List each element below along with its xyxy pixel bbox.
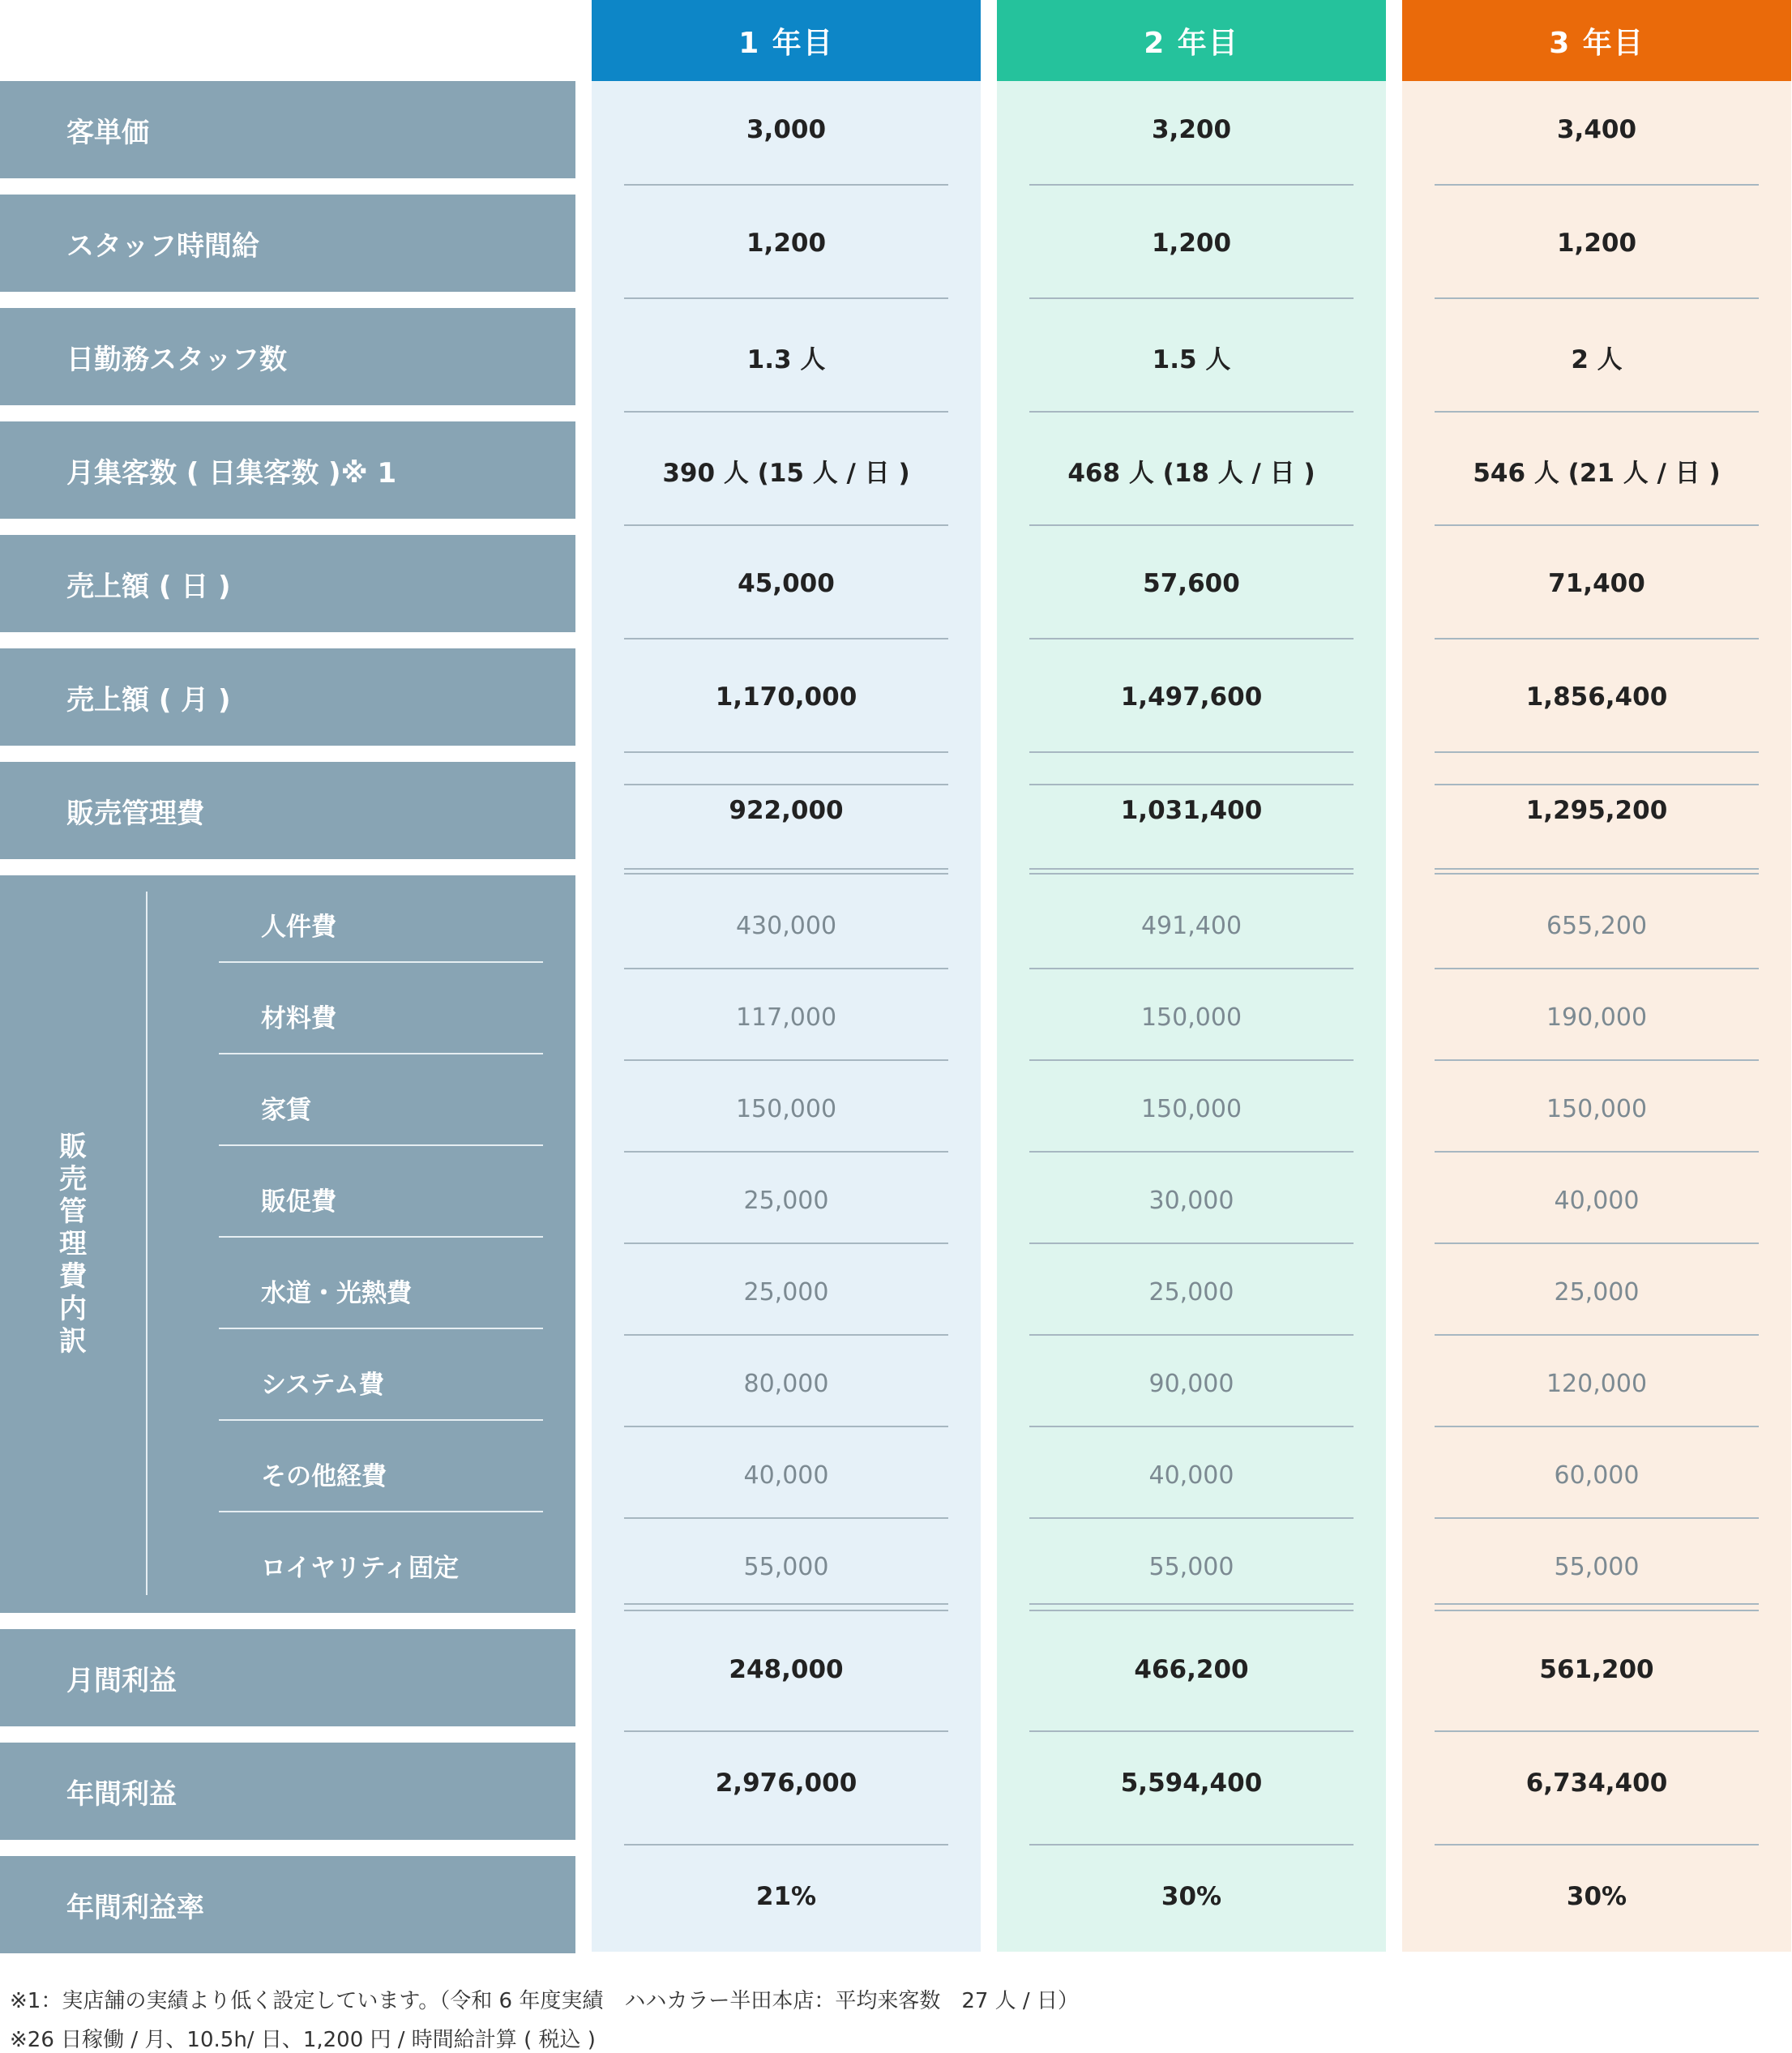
row-divider	[624, 873, 948, 875]
breakdown-group-label-char: 管	[59, 1195, 87, 1228]
row-divider	[1029, 1610, 1354, 1611]
row-divider	[1435, 411, 1759, 413]
value-cell: 21%	[755, 1882, 817, 1911]
value-cell: 57,600	[1143, 569, 1240, 598]
breakdown-item-divider	[219, 1144, 543, 1146]
row-divider	[624, 1610, 948, 1611]
breakdown-item-divider	[219, 1511, 543, 1512]
row-divider	[1029, 1242, 1354, 1244]
footnote: ※1：実店舗の実績より低く設定しています。（令和 6 年度実績 ハハカラー半田本店：平均来客数 27 人 / 日）	[10, 1989, 1079, 2013]
row-divider	[1435, 1603, 1759, 1605]
row-divider	[1435, 638, 1759, 639]
column-header: 2 年目	[997, 0, 1386, 81]
row-divider	[1029, 1844, 1354, 1846]
row-divider	[1435, 297, 1759, 299]
row-divider	[1029, 873, 1354, 875]
row-divider	[1029, 1730, 1354, 1732]
row-divider	[624, 1426, 948, 1427]
value-cell: 25,000	[743, 1186, 829, 1215]
row-divider	[1029, 297, 1354, 299]
value-cell: 55,000	[743, 1552, 829, 1581]
breakdown-item-divider	[219, 1236, 543, 1238]
row-divider	[1435, 1059, 1759, 1061]
row-divider	[624, 1334, 948, 1336]
row-label: 客単価	[0, 81, 575, 178]
breakdown-item-divider	[219, 1419, 543, 1421]
value-cell: 2 人	[1571, 344, 1623, 374]
value-cell: 1,856,400	[1525, 682, 1668, 712]
breakdown-group-label-char: 訳	[59, 1325, 87, 1358]
value-cell: 1,200	[746, 229, 827, 258]
value-cell: 2,976,000	[715, 1769, 858, 1798]
value-cell: 30%	[1566, 1882, 1627, 1911]
row-divider	[624, 1730, 948, 1732]
value-cell: 3,000	[746, 115, 827, 144]
breakdown-item-label: 水道・光熱費	[261, 1278, 412, 1308]
row-label: 月間利益	[0, 1629, 575, 1726]
row-divider	[1029, 411, 1354, 413]
row-divider	[624, 751, 948, 753]
row-divider	[1435, 784, 1759, 785]
value-cell: 30%	[1161, 1882, 1222, 1911]
value-cell: 1.5 人	[1152, 344, 1231, 374]
value-cell: 80,000	[743, 1369, 829, 1398]
breakdown-group-label-char: 売	[59, 1163, 87, 1195]
value-cell: 120,000	[1546, 1369, 1648, 1398]
value-cell: 45,000	[738, 569, 835, 598]
value-cell: 55,000	[1148, 1552, 1234, 1581]
row-divider	[624, 1059, 948, 1061]
value-cell: 40,000	[1554, 1186, 1640, 1215]
row-divider	[1435, 1517, 1759, 1519]
value-cell: 71,400	[1548, 569, 1645, 598]
row-divider	[624, 1844, 948, 1846]
value-cell: 190,000	[1546, 1003, 1648, 1032]
row-divider	[624, 524, 948, 526]
breakdown-item-label: 家賃	[261, 1095, 311, 1125]
column-header: 3 年目	[1402, 0, 1791, 81]
row-divider	[1029, 1426, 1354, 1427]
footnote: ※26 日稼働 / 月、10.5h/ 日、1,200 円 / 時間給計算 ( 税込 )	[10, 2028, 596, 2052]
value-cell: 466,200	[1134, 1655, 1249, 1684]
value-cell: 25,000	[1148, 1277, 1234, 1307]
breakdown-group-label	[49, 1131, 97, 1358]
breakdown-item-label: 材料費	[261, 1003, 336, 1033]
breakdown-item-label: 販促費	[261, 1187, 336, 1217]
row-label: 年間利益	[0, 1743, 575, 1840]
value-cell: 655,200	[1546, 911, 1648, 940]
row-divider	[624, 784, 948, 785]
row-divider	[1029, 868, 1354, 870]
value-cell: 150,000	[1140, 1094, 1242, 1123]
value-cell: 390 人 (15 人 / 日 )	[662, 458, 910, 488]
value-cell: 248,000	[729, 1655, 844, 1684]
row-divider	[1029, 1517, 1354, 1519]
value-cell: 60,000	[1554, 1461, 1640, 1490]
row-divider	[1435, 1426, 1759, 1427]
value-cell: 117,000	[735, 1003, 837, 1032]
value-cell: 561,200	[1539, 1655, 1654, 1684]
row-divider	[1435, 751, 1759, 753]
row-divider	[624, 1151, 948, 1153]
value-cell: 3,200	[1151, 115, 1232, 144]
row-divider	[1435, 1242, 1759, 1244]
value-cell: 6,734,400	[1525, 1769, 1668, 1798]
row-divider	[1029, 1151, 1354, 1153]
row-label: 売上額 ( 日 )	[0, 535, 575, 632]
breakdown-item-label: ロイヤリティ固定	[261, 1553, 459, 1583]
value-cell: 491,400	[1140, 911, 1242, 940]
value-cell: 1,200	[1151, 229, 1232, 258]
column-header: 1 年目	[592, 0, 981, 81]
row-divider	[1029, 1059, 1354, 1061]
row-divider	[624, 868, 948, 870]
breakdown-item-label: 人件費	[261, 912, 336, 942]
row-divider	[624, 1242, 948, 1244]
row-divider	[1435, 524, 1759, 526]
row-label: スタッフ時間給	[0, 195, 575, 292]
row-divider	[1435, 1334, 1759, 1336]
breakdown-item-divider	[219, 961, 543, 963]
row-divider	[1435, 1151, 1759, 1153]
row-divider	[1435, 873, 1759, 875]
value-cell: 5,594,400	[1120, 1769, 1263, 1798]
row-divider	[1029, 1603, 1354, 1605]
breakdown-group-label-char: 費	[59, 1260, 87, 1293]
row-label: 日勤務スタッフ数	[0, 308, 575, 405]
value-cell: 430,000	[735, 911, 837, 940]
value-cell: 1,295,200	[1525, 796, 1668, 825]
row-divider	[1029, 1334, 1354, 1336]
row-divider	[1435, 1844, 1759, 1846]
row-divider	[1029, 968, 1354, 969]
row-divider	[1435, 968, 1759, 969]
value-cell: 1,170,000	[715, 682, 858, 712]
value-cell: 150,000	[1546, 1094, 1648, 1123]
value-cell: 150,000	[1140, 1003, 1242, 1032]
row-divider	[624, 638, 948, 639]
value-cell: 55,000	[1554, 1552, 1640, 1581]
breakdown-vertical-divider	[146, 892, 148, 1595]
row-divider	[624, 1517, 948, 1519]
breakdown-item-divider	[219, 1328, 543, 1329]
value-cell: 40,000	[743, 1461, 829, 1490]
row-divider	[1029, 638, 1354, 639]
row-divider	[624, 968, 948, 969]
row-divider	[1029, 524, 1354, 526]
value-cell: 40,000	[1148, 1461, 1234, 1490]
row-label: 年間利益率	[0, 1856, 575, 1953]
value-cell: 30,000	[1148, 1186, 1234, 1215]
value-cell: 150,000	[735, 1094, 837, 1123]
row-divider	[1029, 784, 1354, 785]
value-cell: 1.3 人	[746, 344, 826, 374]
breakdown-group-label-char: 販	[59, 1131, 87, 1163]
row-divider	[1435, 868, 1759, 870]
breakdown-item-label: その他経費	[261, 1461, 387, 1491]
value-cell: 468 人 (18 人 / 日 )	[1067, 458, 1315, 488]
value-cell: 1,031,400	[1120, 796, 1263, 825]
value-cell: 25,000	[1554, 1277, 1640, 1307]
breakdown-group-label-char: 理	[59, 1228, 87, 1260]
row-label: 売上額 ( 月 )	[0, 648, 575, 746]
row-divider	[624, 297, 948, 299]
row-divider	[624, 1603, 948, 1605]
value-cell: 546 人 (21 人 / 日 )	[1473, 458, 1721, 488]
value-cell: 922,000	[729, 796, 844, 825]
breakdown-group-label-char: 内	[59, 1293, 87, 1325]
row-divider	[1029, 184, 1354, 186]
value-cell: 25,000	[743, 1277, 829, 1307]
breakdown-item-divider	[219, 1053, 543, 1054]
value-cell: 1,497,600	[1120, 682, 1263, 712]
row-divider	[1435, 184, 1759, 186]
value-cell: 90,000	[1148, 1369, 1234, 1398]
value-cell: 3,400	[1556, 115, 1637, 144]
row-divider	[1435, 1610, 1759, 1611]
row-divider	[624, 411, 948, 413]
row-label: 販売管理費	[0, 762, 575, 859]
row-divider	[624, 184, 948, 186]
value-cell: 1,200	[1556, 229, 1637, 258]
row-label: 月集客数 ( 日集客数 )※ 1	[0, 421, 575, 519]
row-divider	[1029, 751, 1354, 753]
breakdown-item-label: システム費	[261, 1370, 384, 1400]
row-divider	[1435, 1730, 1759, 1732]
